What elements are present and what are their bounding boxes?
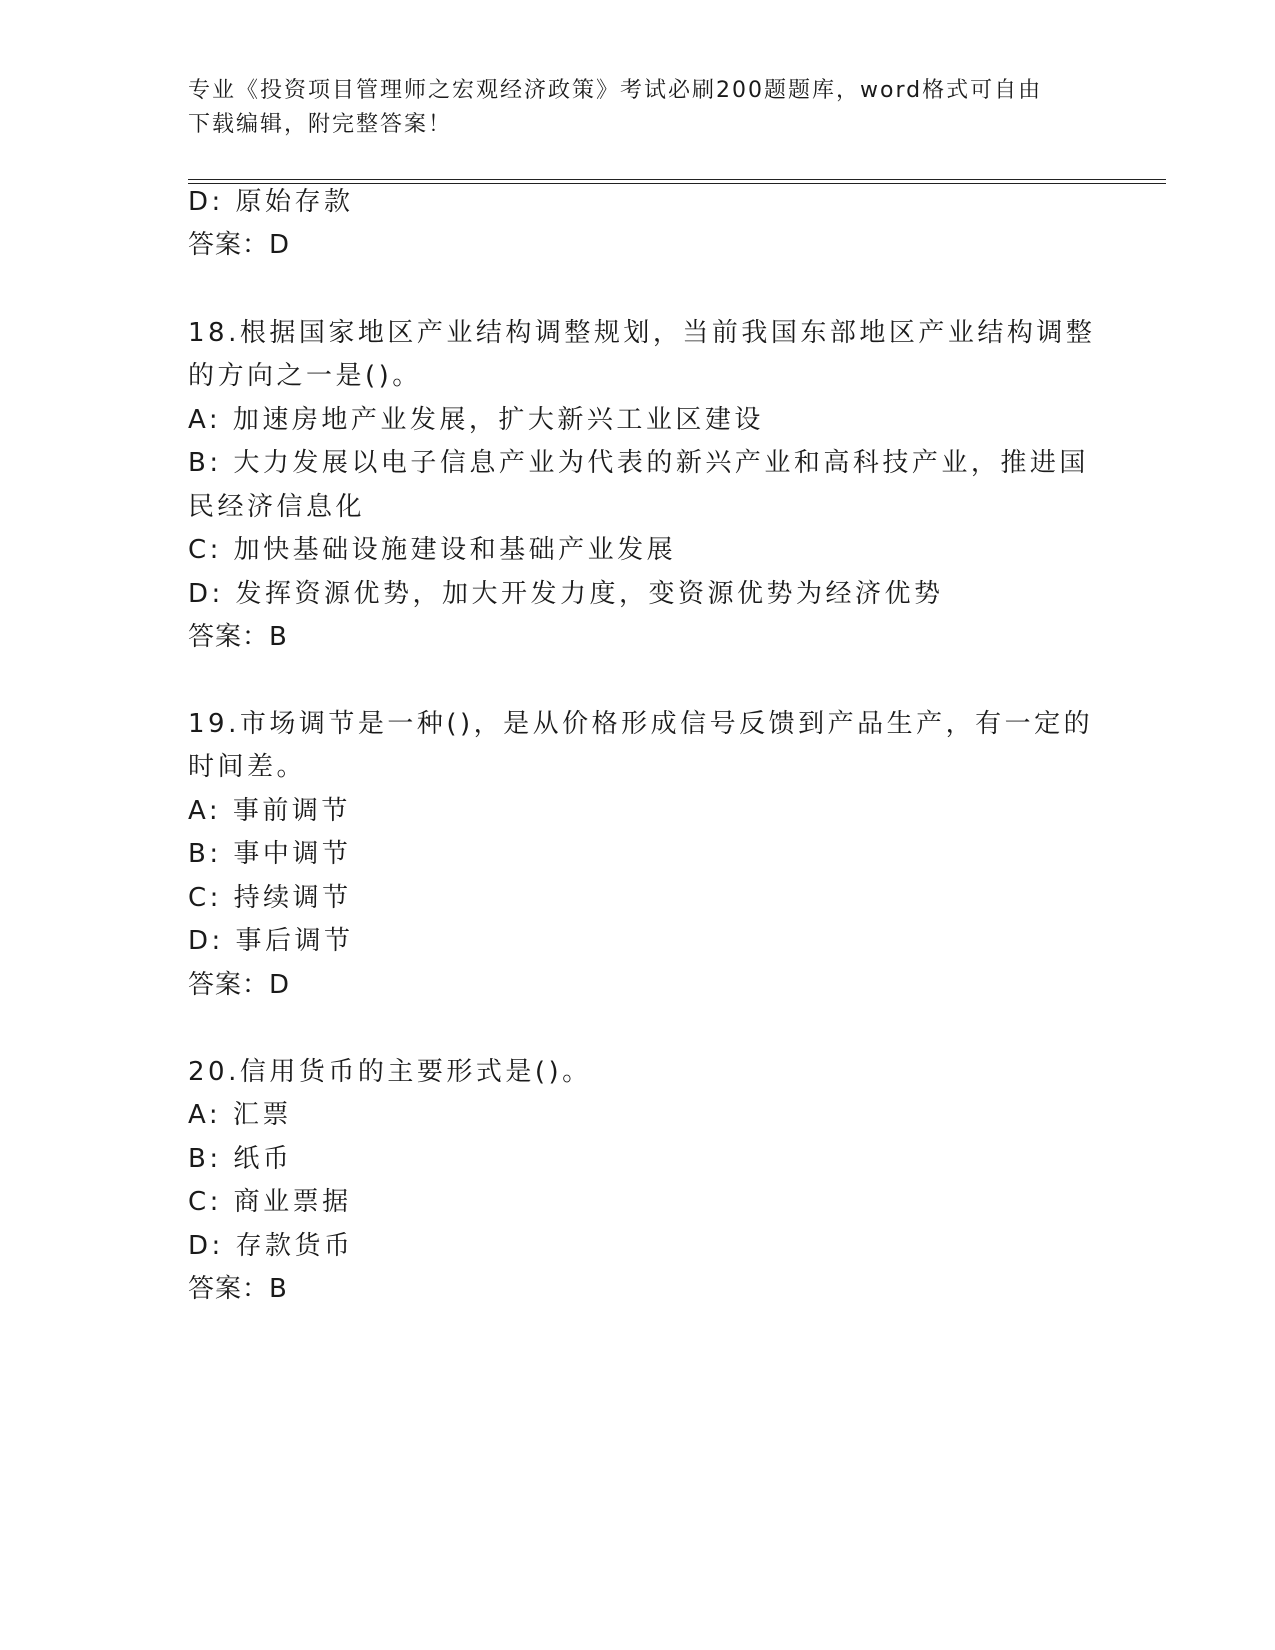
q19-stem-line-1: 19.市场调节是一种()，是从价格形成信号反馈到产品生产，有一定的 [188, 709, 1094, 739]
header-title-line-1: 专业《投资项目管理师之宏观经济政策》考试必刷200题题库，word格式可自由 [188, 78, 1043, 103]
q18-answer: 答案：B [188, 622, 288, 652]
prev-option-d: D: 原始存款 [188, 187, 354, 217]
document-header [188, 74, 1088, 142]
prev-answer: 答案：D [188, 230, 291, 260]
q20-option-b: B: 纸币 [188, 1144, 293, 1174]
q18-option-b-line-1: B: 大力发展以电子信息产业为代表的新兴产业和高科技产业，推进国 [188, 448, 1089, 478]
q18-option-c: C: 加快基础设施建设和基础产业发展 [188, 535, 677, 565]
q19-stem-line-2: 时间差。 [188, 752, 307, 782]
header-title-line-2: 下载编辑，附完整答案！ [188, 112, 453, 137]
q19-option-a: A: 事前调节 [188, 796, 351, 826]
q20-option-c: C: 商业票据 [188, 1187, 352, 1217]
q18-option-a: A: 加速房地产业发展，扩大新兴工业区建设 [188, 405, 764, 435]
q18-stem-line-2: 的方向之一是()。 [188, 361, 422, 391]
q20-option-a: A: 汇票 [188, 1100, 292, 1130]
q18-option-b-line-2: 民经济信息化 [188, 492, 366, 522]
q19-option-d: D: 事后调节 [188, 926, 354, 956]
q19-answer: 答案：D [188, 970, 291, 1000]
q19-option-b: B: 事中调节 [188, 839, 352, 869]
q18-option-d: D: 发挥资源优势，加大开发力度，变资源优势为经济优势 [188, 579, 944, 609]
q20-stem: 20.信用货币的主要形式是()。 [188, 1057, 592, 1087]
q20-answer: 答案：B [188, 1274, 288, 1304]
q18-stem-line-1: 18.根据国家地区产业结构调整规划，当前我国东部地区产业结构调整 [188, 318, 1096, 348]
q19-option-c: C: 持续调节 [188, 883, 352, 913]
q20-option-d: D: 存款货币 [188, 1231, 354, 1261]
